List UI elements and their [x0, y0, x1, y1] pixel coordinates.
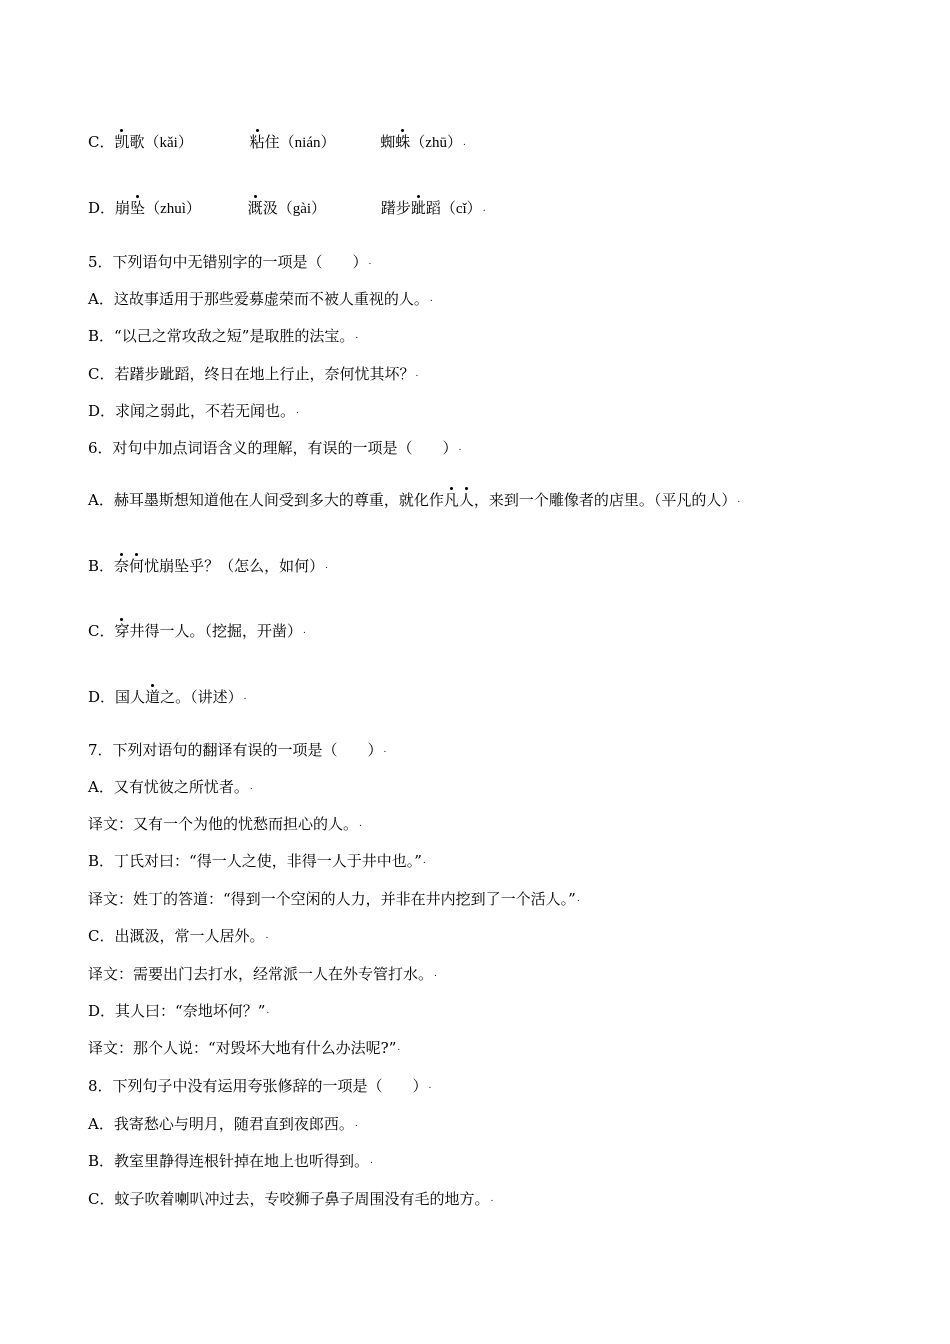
word-pre: 崩	[115, 199, 131, 217]
option-text: 之。（讲述）	[160, 688, 243, 706]
option-text: 国人	[115, 688, 146, 706]
dotted-char: 跐	[410, 199, 426, 217]
q7-option-d-translation: 译文：那个人说：“对毁坏大地有什么办法呢?”.	[88, 1039, 401, 1057]
dotted-char: 粘	[249, 133, 265, 151]
option-text: A．这故事适用于那些爱募虚荣而不被人重视的人。	[88, 290, 429, 308]
q8-option-b: B．教室里静得连根针掉在地上也听得到。.	[88, 1152, 373, 1170]
dotted-char: 穿	[114, 622, 130, 640]
pinyin: （zhū）	[410, 135, 462, 151]
option-text: 赫耳墨斯想知道他在人间受到多大的尊重，就化作	[113, 491, 444, 509]
word-pre: 蜘	[380, 133, 396, 151]
dotted-char: 何	[129, 557, 145, 575]
option-text: B．“以己之常攻敌之短”是取胜的法宝。	[88, 327, 355, 345]
translation-text: 译文：姓丁的答道：“得到一个空闲的人力，并非在井内挖到了一个活人。”	[88, 890, 576, 908]
q5-option-a: A．这故事适用于那些爱募虚荣而不被人重视的人。.	[88, 290, 433, 308]
option-text: D．求闻之弱此，不若无闻也。	[88, 402, 296, 420]
option-label: D．	[88, 688, 116, 706]
q5-stem: 5．下列语句中无错别字的一项是（ ）.	[88, 253, 372, 271]
word-pre: 躇步	[380, 199, 411, 217]
option-text: B．教室里静得连根针掉在地上也听得到。	[88, 1152, 370, 1170]
option-label: A．	[88, 491, 114, 509]
word-rest: 蹈	[425, 199, 441, 217]
word-rest: 汲	[262, 199, 278, 217]
q5-option-d: D．求闻之弱此，不若无闻也。.	[88, 402, 299, 420]
option-label: C．	[88, 133, 115, 151]
pinyin: （gài）	[277, 201, 327, 217]
option-text: 井得一人。（挖掘，开凿）	[129, 622, 303, 640]
word-rest: 住	[264, 133, 280, 151]
option-text: A．我寄愁心与明月，随君直到夜郎西。	[88, 1115, 354, 1133]
q6-option-b: B．奈何忧崩坠乎？（怎么，如何）.	[88, 557, 328, 575]
option-text: C．蚊子吹着喇叭冲过去，专咬狮子鼻子周围没有毛的地方。	[88, 1190, 490, 1208]
dotted-char: 奈	[114, 557, 130, 575]
q7-option-b: B．丁氏对曰：“得一人之使，非得一人于井中也。”.	[88, 852, 426, 870]
q6-option-a: A．赫耳墨斯想知道他在人间受到多大的尊重，就化作凡人，来到一个雕像者的店里。（平凡的人）.	[88, 491, 741, 509]
option-text: C．若躇步跐蹈，终日在地上行止，奈何忧其坏？	[88, 365, 415, 383]
option-text: ，来到一个雕像者的店里。（平凡的人）	[473, 491, 737, 509]
translation-text: 译文：需要出门去打水，经常派一人在外专管打水。	[88, 965, 434, 983]
dotted-char: 道	[145, 688, 161, 706]
option-text: D．其人曰：“奈地坏何？”	[88, 1002, 266, 1020]
q8-option-a: A．我寄愁心与明月，随君直到夜郎西。.	[88, 1115, 358, 1133]
question-text: 5．下列语句中无错别字的一项是（ ）	[88, 253, 368, 271]
option-text: 忧崩坠乎？（怎么，如何）	[144, 557, 325, 575]
q7-option-a: A．又有忧彼之所忧者。.	[88, 778, 253, 796]
q7-option-a-translation: 译文：又有一个为他的忧愁而担心的人。.	[88, 815, 362, 833]
option-text: C．出溉汲，常一人居外。	[88, 927, 265, 945]
dotted-char: 蛛	[395, 133, 411, 151]
q7-option-d: D．其人曰：“奈地坏何？”.	[88, 1002, 270, 1020]
pinyin: （kǎi）	[144, 135, 193, 151]
q8-option-c: C．蚊子吹着喇叭冲过去，专咬狮子鼻子周围没有毛的地方。.	[88, 1190, 494, 1208]
question-text: 6．对句中加点词语含义的理解，有误的一项是（ ）	[88, 439, 458, 457]
q7-option-b-translation: 译文：姓丁的答道：“得到一个空闲的人力，并非在井内挖到了一个活人。”.	[88, 890, 580, 908]
q8-stem: 8．下列句子中没有运用夸张修辞的一项是（ ）.	[88, 1077, 432, 1095]
question-text: 7．下列对语句的翻译有误的一项是（ ）	[88, 741, 383, 759]
option-label: B．	[88, 557, 115, 575]
option-label: C．	[88, 622, 115, 640]
q7-option-c-translation: 译文：需要出门去打水，经常派一人在外专管打水。.	[88, 965, 437, 983]
dotted-char: 溉	[247, 199, 263, 217]
option-text: B．丁氏对曰：“得一人之使，非得一人于井中也。”	[88, 852, 422, 870]
q5-option-b: B．“以己之常攻敌之短”是取胜的法宝。.	[88, 327, 359, 345]
dotted-char: 人	[458, 491, 474, 509]
pinyin: （nián）	[279, 135, 336, 151]
dotted-char: 凯	[114, 133, 130, 151]
word-rest: 歌	[129, 133, 145, 151]
q6-option-d: D．国人道之。（讲述）.	[88, 688, 247, 706]
translation-text: 译文：那个人说：“对毁坏大地有什么办法呢?”	[88, 1039, 397, 1057]
q7-option-c: C．出溉汲，常一人居外。.	[88, 927, 269, 945]
dotted-char: 凡	[443, 491, 459, 509]
pinyin: （cǐ）	[440, 201, 482, 217]
q6-stem: 6．对句中加点词语含义的理解，有误的一项是（ ）.	[88, 439, 462, 457]
option-label: D．	[88, 199, 116, 217]
translation-text: 译文：又有一个为他的忧愁而担心的人。	[88, 815, 359, 833]
dotted-char: 坠	[130, 199, 146, 217]
q7-stem: 7．下列对语句的翻译有误的一项是（ ）.	[88, 741, 387, 759]
q6-option-c: C．穿井得一人。（挖掘，开凿）.	[88, 622, 306, 640]
q5-option-c: C．若躇步跐蹈，终日在地上行止，奈何忧其坏？.	[88, 365, 419, 383]
question-text: 8．下列句子中没有运用夸张修辞的一项是（ ）	[88, 1077, 428, 1095]
q4-option-d: D．崩坠（zhuì） 溉汲（gài） 躇步跐蹈（cǐ）.	[88, 199, 486, 217]
q4-option-c: C．凯歌（kǎi） 粘住（nián） 蜘蛛（zhū）.	[88, 133, 466, 151]
pinyin: （zhuì）	[145, 201, 201, 217]
option-text: A．又有忧彼之所忧者。	[88, 778, 249, 796]
